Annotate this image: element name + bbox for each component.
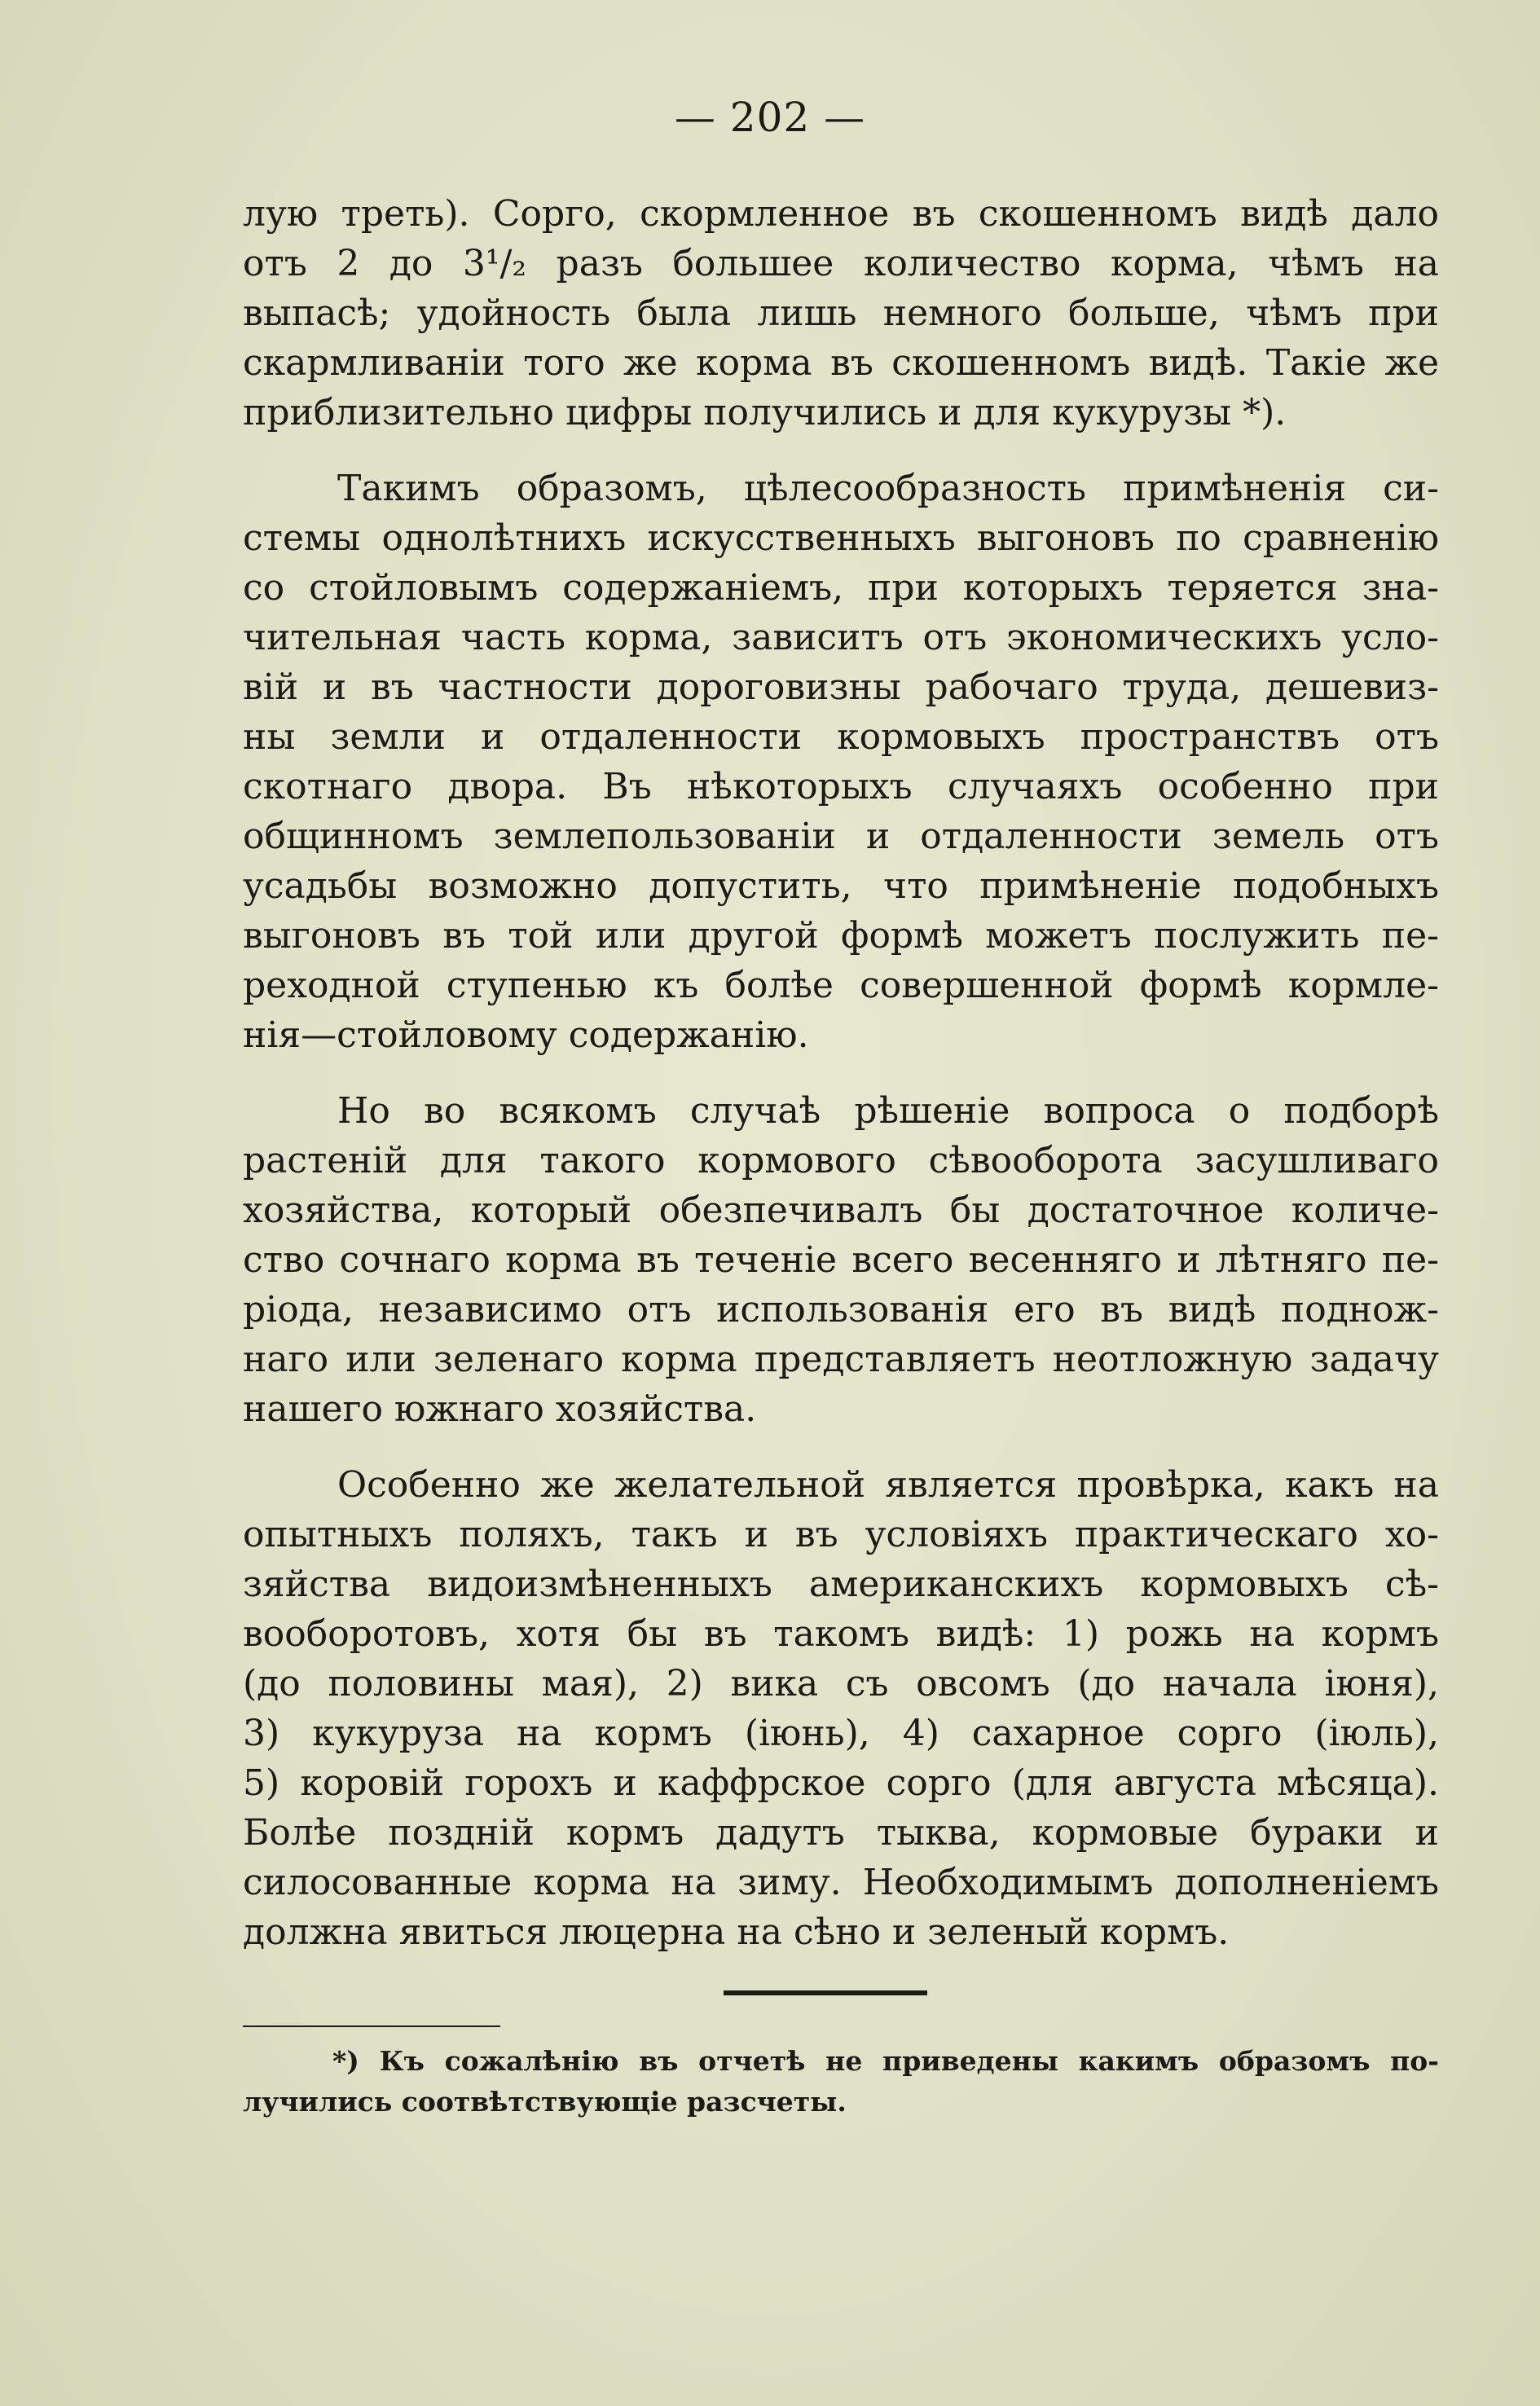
- text-line: нiя—стойловому содержанiю.: [243, 1014, 809, 1056]
- footnote: [243, 2041, 1439, 2122]
- paragraph-1: [243, 189, 1439, 438]
- text-line: хозяйства, который обезпечивалъ бы достаточное количе-: [243, 1190, 1439, 1231]
- footnote-divider: [243, 2026, 500, 2027]
- text-line: зяйства видоизмѣненныхъ американскихъ кормовыхъ сѣ-: [243, 1564, 1439, 1605]
- text-line: растенiй для такого кормового сѣвооборота засушливаго: [243, 1140, 1439, 1181]
- text-line: силосованные корма на зиму. Необходимымъ дополненiемъ: [243, 1862, 1439, 1903]
- text-line: со стойловымъ содержанiемъ, при которыхъ теряется зна-: [243, 567, 1439, 609]
- text-line: Болѣе позднiй кормъ дадутъ тыква, кормовые бураки и: [243, 1812, 1439, 1854]
- text-line: усадьбы возможно допустить, что примѣненiе подобныхъ: [243, 865, 1439, 907]
- text-line: скармливанiи того же корма въ скошенномъ видѣ. Такiе же: [243, 342, 1439, 384]
- text-line: рiода, независимо отъ использованiя его въ видѣ поднож-: [243, 1289, 1439, 1331]
- text-line: стемы однолѣтнихъ искусственныхъ выгоновъ по сравненiю: [243, 517, 1439, 559]
- text-line: вiй и въ частности дороговизны рабочаго труда, дешевиз-: [243, 666, 1439, 708]
- text-line: 5) коровiй горохъ и каффрское сорго (для августа мѣсяца).: [243, 1762, 1439, 1804]
- text-line: нашего южнаго хозяйства.: [243, 1388, 757, 1430]
- section-divider: [724, 1990, 927, 1995]
- text-line: вооборотовъ, хотя бы въ такомъ видѣ: 1) рожь на кормъ: [243, 1613, 1439, 1655]
- text-line: Но во всякомъ случаѣ рѣшенiе вопроса о подборѣ: [337, 1090, 1439, 1132]
- text-line: реходной ступенью къ болѣе совершенной формѣ кормле-: [243, 965, 1439, 1006]
- text-line: выпасѣ; удойность была лишь немного больше, чѣмъ при: [243, 293, 1439, 334]
- text-line: приблизительно цифры получились и для кукурузы *).: [243, 392, 1287, 433]
- text-line: Особенно же желательной является провѣрка, какъ на: [337, 1464, 1439, 1506]
- text-line: 3) кукуруза на кормъ (iюнь), 4) сахарное сорго (iюль),: [243, 1713, 1439, 1754]
- text-line: выгоновъ въ той или другой формѣ можетъ послужить пе-: [243, 915, 1439, 957]
- text-line: Такимъ образомъ, цѣлесообразность примѣненiя си-: [337, 468, 1439, 509]
- text-line: ство сочнаго корма въ теченiе всего весенняго и лѣтняго пе-: [243, 1239, 1439, 1281]
- text-line: (до половины мая), 2) вика съ овсомъ (до начала iюня),: [243, 1663, 1439, 1704]
- text-line: лую треть). Сорго, скормленное въ скошенномъ видѣ дало: [243, 193, 1439, 235]
- text-line: ны земли и отдаленности кормовыхъ пространствъ отъ: [243, 716, 1439, 758]
- paragraph-3: [243, 1086, 1439, 1434]
- paragraph-4: [243, 1460, 1439, 1957]
- text-line: должна явиться люцерна на сѣно и зеленый кормъ.: [243, 1911, 1230, 1953]
- text-line: опытныхъ поляхъ, такъ и въ условiяхъ практическаго хо-: [243, 1514, 1439, 1555]
- paragraph-2: [243, 464, 1439, 1060]
- footnote-line: *) Къ сожалѣнiю въ отчетѣ не приведены какимъ образомъ по-: [332, 2045, 1439, 2077]
- text-line: общинномъ землепользованiи и отдаленности земель отъ: [243, 816, 1439, 857]
- page-number: — 202 —: [674, 94, 866, 141]
- text-line: чительная часть корма, зависитъ отъ экономическихъ усло-: [243, 617, 1439, 658]
- text-line: наго или зеленаго корма представляетъ неотложную задачу: [243, 1339, 1439, 1380]
- body-text: [243, 189, 1439, 1957]
- footnote-line: лучились соотвѣтствующiе разсчеты.: [243, 2086, 847, 2118]
- text-line: скотнаго двора. Въ нѣкоторыхъ случаяхъ особенно при: [243, 766, 1439, 807]
- text-line: отъ 2 до 3¹/₂ разъ большее количество корма, чѣмъ на: [243, 243, 1439, 284]
